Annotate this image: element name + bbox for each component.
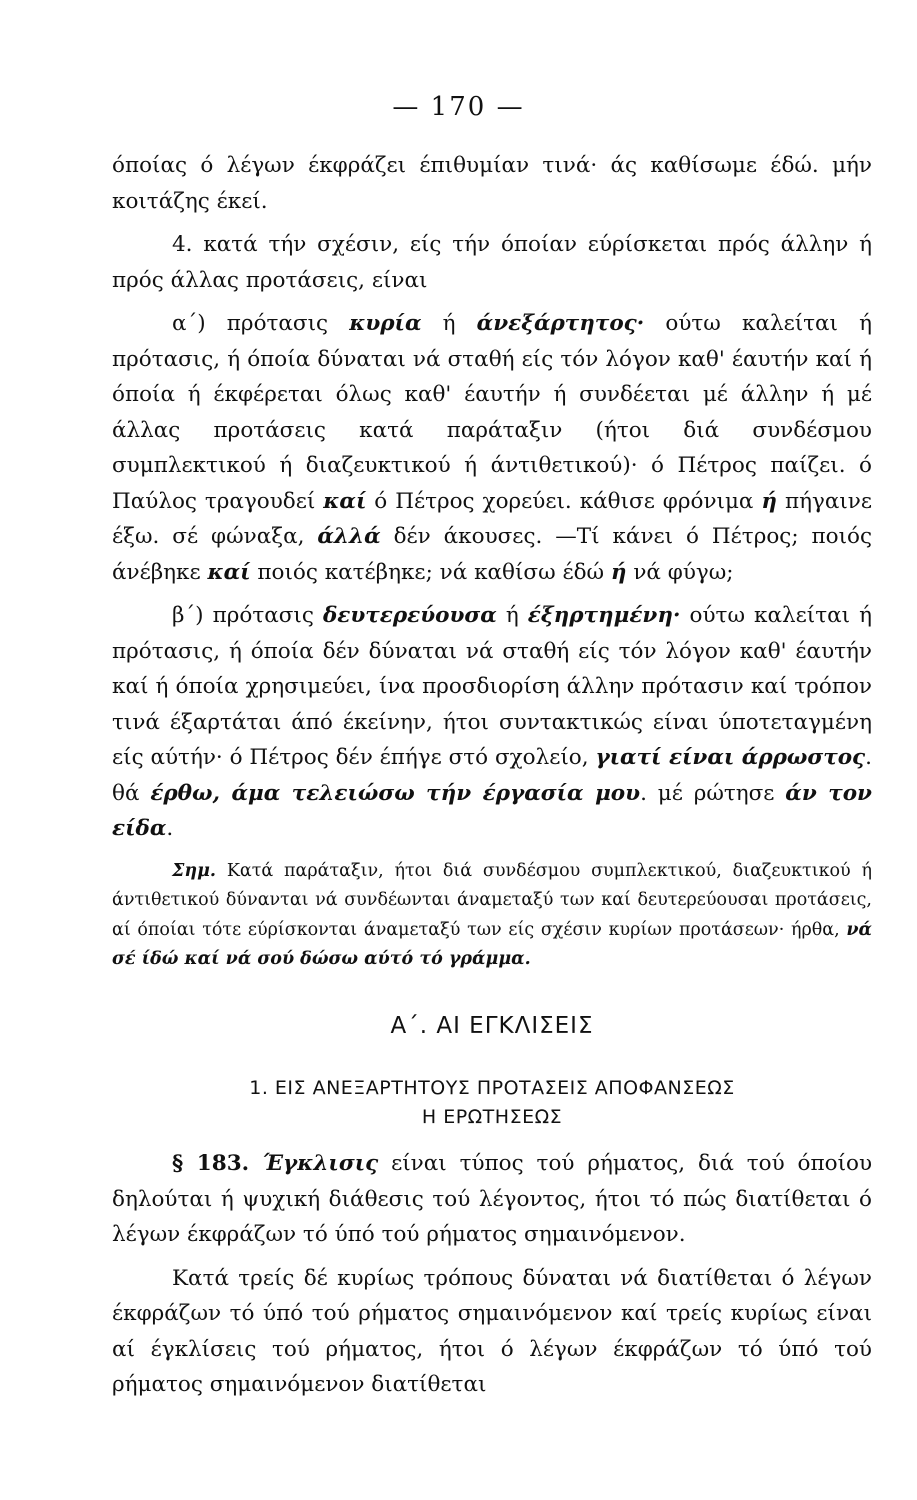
text-run: νά φύγω; [626,559,734,585]
paragraph-1: όποίας ό λέγων έκφράζει έπιθυμίαν τινά· άς καθίσωμε έδώ. μήν κοιτάζης έκεί. [112,153,872,214]
example-3: άν τον είδα [112,780,872,841]
example-1: γιατί είναι άρρωστος [595,745,866,770]
subsection-heading [112,1074,872,1132]
emph-i-2: ή [610,559,627,585]
paragraph-main-clause [112,306,872,590]
text-run: β΄) πρότασις [172,603,323,628]
paragraph-last: Κατά τρείς δέ κυρίως τρόπους δύναται νά διατίθεται ό λέγων έκφράζων τό ύπό τού ρήματος σημαινόμενον καί τρείς κυρίως είναι αί έγκλίσεις τού ρήματος, ήτοι ό λέγων έκφράζων τό ύπό τού ρήματος σημαινόμενον διατίθεται [112,1265,872,1397]
text-run: ούτω καλείται ή πρότασις, ή όποία δύναται νά σταθή είς τόν λόγον καθ' έαυτήν καί ή όποία ή έκφέρεται όλως καθ' έαυτήν ή συνδέεται μέ άλλην ή μέ άλλας προτάσεις κατά παράταξιν (ήτοι διά συνδέσμου συμπλεκτικού ή διαζευκτικού ή άντιθετικού)· ό Πέτρος παίζει. ό Παύλος τραγουδεί [112,311,872,514]
section-heading: Α΄. ΑΙ ΕΓΚΛΙΣΕΙΣ [390,1012,594,1039]
note-label: Σημ. [172,860,216,881]
example-2: έρθω, άμα τελειώσω τήν έργασία μου [150,780,641,806]
term-deutereuousa: δευτερεύουσα [322,603,497,628]
term-exirtimeni: έξηρτημένη· [527,603,681,628]
text-run: δέν άκουσες. —Τί κάνει ό Πέτρος; ποιός άνέβηκε [112,524,872,585]
paragraph-2: 4. κατά τήν σχέσιν, είς τήν όποίαν εύρίσκεται πρός άλλην ή πρός άλλας προτάσεις, είναι [112,232,872,293]
text-run: πήγαινε έξω. σέ φώναξα, [112,488,872,549]
text-run: α΄) πρότασις [172,311,350,336]
page-number: — 170 — [392,92,525,122]
note-example: νά σέ ίδώ καί νά σού δώσω αύτό τό γράμμα. [112,919,872,969]
text-run: ή [496,603,528,628]
note-text: Κατά παράταξιν, ήτοι διά συνδέσμου συμπλεκτικού, διαζευκτικού ή άντιθετικού δύνανται νά συνδέωνται άναμεταξύ των καί δευτερεύουσαι προτάσεις, αί όποίαι τότε εύρίσκονται άναμεταξύ των είς σχέσιν κυρίων προτάσεων· ήρθα, [112,860,872,940]
text-run: ούτω καλείται ή πρότασις, ή όποία δέν δύναται νά σταθή είς τόν λόγον καθ' έαυτήν καί ή όποία χρησιμεύει, ίνα προσδιορίση άλλην πρότασιν καί τρόπον τινά έξαρτάται άπό έκείνην, ήτοι συντακτικώς είναι ύποτεταγμένη είς αύτήν· ό Πέτρος δέν έπήγε στό σχολείο, [112,603,872,770]
subsection-heading-line-2: Η ΕΡΩΤΗΣΕΩΣ [421,1106,563,1128]
text-run: . θά [112,745,872,806]
subsection-heading-line-1: 1. ΕΙΣ ΑΝΕΞΑΡΤΗΤΟΥΣ ΠΡΟΤΑΣΕΙΣ ΑΠΟΦΑΝΣΕΩΣ [249,1077,735,1099]
section-number: § 183. [172,1151,250,1176]
emph-i: ή [761,488,778,514]
paragraph-subordinate-clause [112,598,872,847]
text-run: . [166,816,174,841]
text-run: ή [421,311,477,336]
note-paragraph [112,857,872,975]
emph-kai-2: καί [207,559,251,585]
text-run: . μέ ρώτησε [640,780,786,806]
term-anexartitos: άνεξάρτητος· [476,311,645,336]
definition-text: είναι τύπος τού ρήματος, διά τού όποίου δηλούται ή ψυχική διάθεσις τού λέγοντος, ήτοι τό πώς διατίθεται ό λέγων έκφράζων τό ύπό τού ρήματος σημαινόμενον. [112,1151,873,1247]
text-run: ποιός κατέβηκε; νά καθίσω έδώ [250,559,611,585]
emph-alla: άλλά [317,524,381,549]
text-run: ό Πέτρος χορεύει. κάθισε φρόνιμα [366,488,762,514]
term-egklisis: Έγκλισις [249,1151,379,1176]
term-kyria: κυρία [349,311,422,336]
page-body [112,148,872,1403]
emph-kai: καί [323,488,367,514]
paragraph-183 [112,1146,872,1253]
